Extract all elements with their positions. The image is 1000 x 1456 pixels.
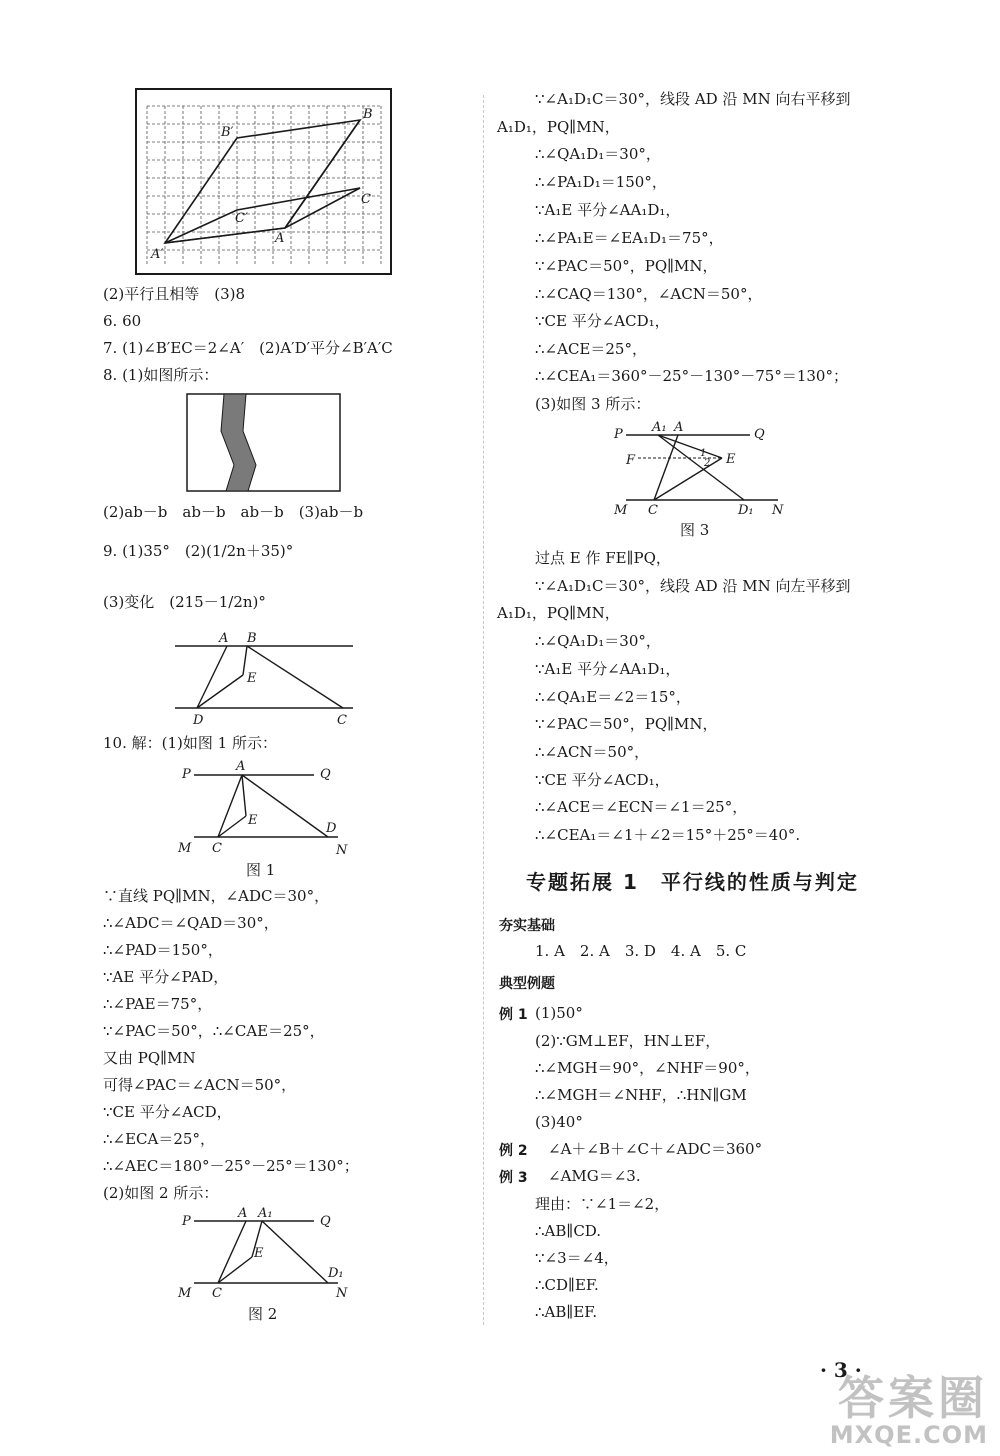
fig1-label-d: D [326,821,337,836]
fig3-label-m: M [614,503,628,518]
fig2-label-a1: A₁ [258,1206,273,1221]
answer-line: ∴∠PA₁E＝∠EA₁D₁＝75°， [535,229,724,247]
q9-label-e: E [247,671,257,686]
answer-line: ∴∠QA₁E＝∠2＝15°， [535,688,691,706]
answer-line: ∵CE 平分∠ACD， [103,1103,232,1121]
answer-line: ∵∠A₁D₁C＝30°，线段 AD 沿 MN 向左平移到 [535,577,851,595]
fig2-label-c: C [212,1286,222,1301]
answer-line: ∵∠PAC＝50°，PQ∥MN， [535,715,718,733]
answer-line: ∵直线 PQ∥MN，∠ADC＝30°， [103,887,330,905]
answer-line: ∴∠QA₁D₁＝30°， [535,145,661,163]
answer-line: ∴∠CEA₁＝360°－25°－130°－75°＝130°； [535,367,848,385]
answer-line: ∴∠AEC＝180°－25°－25°＝130°； [103,1157,359,1175]
answer-line: ∵AE 平分∠PAD， [103,968,229,986]
figure-3-caption: 图 3 [680,521,710,539]
answer-line: ∵∠A₁D₁C＝30°，线段 AD 沿 MN 向右平移到 [535,90,851,108]
fig2-label-a: A [238,1206,248,1221]
answer-line: ∴AB∥EF. [535,1303,598,1321]
road-band-figure [186,393,342,493]
grid-label-c: C [361,192,371,207]
fig3-label-n: N [772,503,784,518]
answer-line: ∵∠PAC＝50°，∴∠CAE＝25°， [103,1022,325,1040]
section-title: 专题拓展 1 平行线的性质与判定 [526,870,859,894]
fig2-label-e: E [254,1246,264,1261]
answer-line: 8. (1)如图所示： [103,366,219,384]
grid-label-b: B [363,107,373,122]
answer-line: ∵A₁E 平分∠AA₁D₁， [535,201,681,219]
fig3-label-c: C [648,503,658,518]
answer-line: ∴CD∥EF. [535,1276,599,1294]
shaded-band [221,394,256,491]
answer-line: (3)变化 (215－1/2n)° [103,593,266,611]
grid-translation-figure [135,88,393,276]
watermark [829,1371,988,1449]
example-3-label: 例 3 [499,1170,528,1186]
q9-label-d: D [193,713,204,728]
answer-line: ∴∠PAD＝150°， [103,941,223,959]
answer-line: 9. (1)35° (2)(1/2n＋35)° [103,542,294,560]
answer-line: ∴∠QA₁D₁＝30°， [535,632,661,650]
fig1-label-m: M [178,841,192,856]
fig3-label-angle-2: 2 [704,458,711,469]
answer-line: ∴∠ACE＝∠ECN＝∠1＝25°， [535,798,748,816]
answer-line: 可得∠PAC＝∠ACN＝50°， [103,1076,297,1094]
answer-line: (2)∵GM⊥EF，HN⊥EF， [535,1032,721,1050]
answer-line: (3)40° [535,1113,583,1131]
answer-line: ∴∠PA₁D₁＝150°， [535,173,667,191]
fig3-label-p: P [614,427,623,442]
answer-line: ∵CE 平分∠ACD₁， [535,771,670,789]
figure-1-caption: 图 1 [246,861,276,879]
answer-line: ∠AMG＝∠3. [548,1167,641,1185]
q9-label-b: B [247,631,257,646]
answer-line: ∵∠PAC＝50°，PQ∥MN， [535,257,718,275]
fig2-label-d1: D₁ [328,1266,344,1281]
figure-2-caption: 图 2 [248,1305,278,1323]
fig3-label-a1: A₁ [652,420,667,435]
q9-label-c: C [337,713,347,728]
answer-line: ∴∠ACE＝25°， [535,340,647,358]
answer-line: (1)50° [535,1004,583,1022]
fig3-label-q: Q [754,427,765,442]
answer-line: (2)ab－b ab－b ab－b (3)ab－b [103,503,364,521]
grid-label-a: A [275,231,285,246]
fig3-label-d1: D₁ [738,503,754,518]
fig3-label-angle-1: 1 [700,448,707,459]
fig1-label-e: E [248,813,258,828]
grid-label-a1: A′ [151,247,164,262]
fig3-label-f: F [626,453,636,468]
answer-line: ∴∠ACN＝50°， [535,743,650,761]
answer-line: (2)平行且相等 (3)8 [103,285,246,303]
answer-line: 理由：∵∠1＝∠2， [535,1195,670,1213]
answer-line: ∵A₁E 平分∠AA₁D₁， [535,660,681,678]
answer-line: A₁D₁，PQ∥MN， [497,118,620,136]
figure-3 [612,418,788,518]
answer-line: (3)如图 3 所示： [535,395,651,413]
heading-examples: 典型例题 [499,976,555,992]
heading-basics: 夯实基础 [499,918,555,934]
answer-line: ∴∠MGH＝∠NHF，∴HN∥GM [535,1086,747,1104]
column-divider [483,95,484,1325]
answer-line: ∴AB∥CD. [535,1222,602,1240]
fig1-label-c: C [212,841,222,856]
q9-label-a: A [219,631,229,646]
fig3-label-a: A [674,420,684,435]
answer-line: ∵CE 平分∠ACD₁， [535,312,670,330]
answer-line: 1. A 2. A 3. D 4. A 5. C [535,942,747,960]
fig1-label-q: Q [320,767,331,782]
answer-line: 7. (1)∠B′EC＝2∠A′ (2)A′D′平分∠B′A′C [103,339,393,357]
fig2-label-p: P [182,1214,191,1229]
watermark-logo: 答案圈 [838,1371,988,1425]
answer-line: ∵∠3＝∠4， [535,1249,619,1267]
fig2-label-m: M [178,1286,192,1301]
page-number: · 3 · [820,1358,862,1382]
answer-line: ∴∠CEA₁＝∠1＋∠2＝15°＋25°＝40°. [535,826,801,844]
fig1-label-a: A [236,759,246,774]
answer-line: ∴∠ADC＝∠QAD＝30°， [103,914,279,932]
q9-figure [175,628,355,726]
grid-label-b1: B′ [221,125,234,140]
answer-line: ∴∠MGH＝90°，∠NHF＝90°， [535,1059,760,1077]
fig1-label-n: N [336,843,348,858]
answer-line: (2)如图 2 所示： [103,1184,219,1202]
answer-line: 过点 E 作 FE∥PQ， [535,549,671,567]
answer-line: ∴∠ECA＝25°， [103,1130,215,1148]
watermark-url: MXQE.COM [829,1421,988,1449]
answer-line: ∠A＋∠B＋∠C＋∠ADC＝360° [548,1140,763,1158]
fig2-label-q: Q [320,1214,331,1229]
answer-line: ∴∠CAQ＝130°，∠ACN＝50°， [535,285,763,303]
answer-line: ∴∠PAE＝75°， [103,995,213,1013]
answer-line: 10. 解：(1)如图 1 所示： [103,734,277,752]
answer-line: A₁D₁，PQ∥MN， [497,604,620,622]
figure-1 [178,758,348,856]
example-2-label: 例 2 [499,1143,528,1159]
grid-label-c1: C′ [235,211,248,226]
fig2-label-n: N [336,1286,348,1301]
answer-line: 6. 60 [103,312,142,330]
fig3-label-e: E [726,452,736,467]
example-1-label: 例 1 [499,1007,528,1023]
figure-2 [178,1205,348,1300]
answer-line: 又由 PQ∥MN [103,1049,196,1067]
fig1-label-p: P [182,767,191,782]
